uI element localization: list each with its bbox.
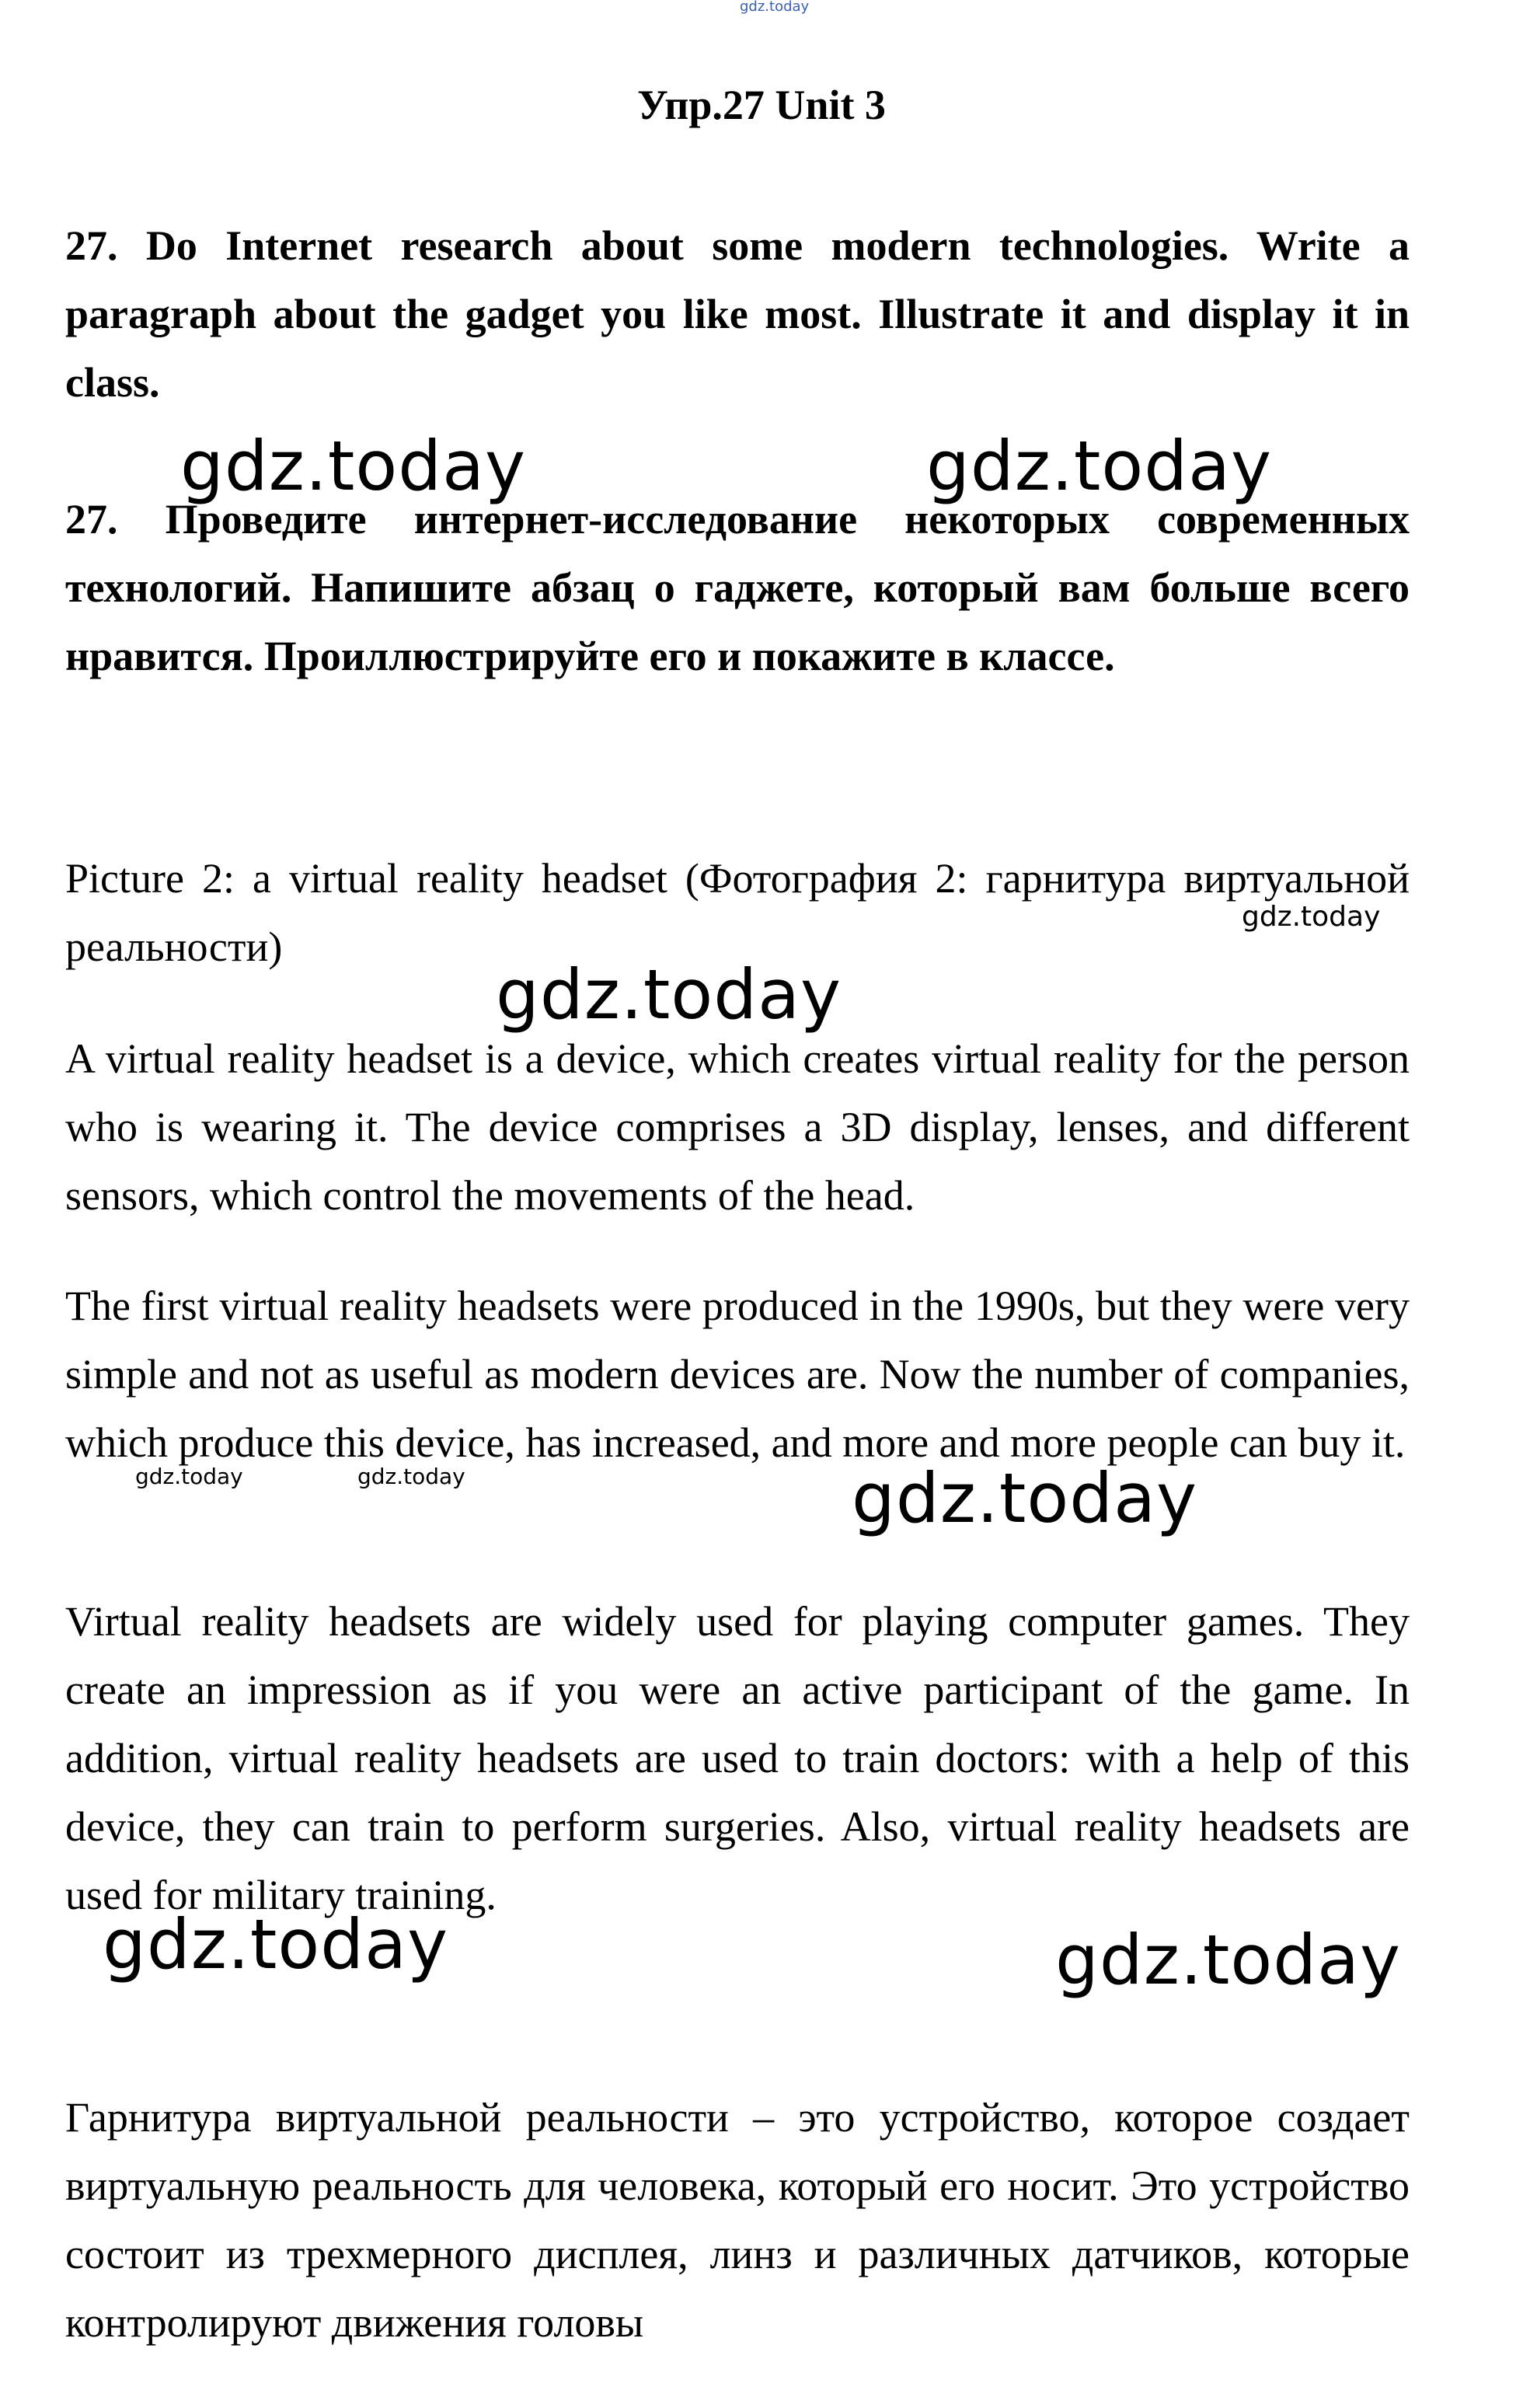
watermark-top: gdz.today xyxy=(740,0,810,15)
paragraph-3: Virtual reality headsets are widely used for playing computer games. They create an impression as if you were an active participant of the game. In addition, virtual reality headsets are used to train doctors: with a help of this device, they can train to perform surgeries. Also, virtual reality headsets are used for military training. xyxy=(65,1598,1410,1918)
watermark-2: gdz.today xyxy=(926,426,1273,506)
paragraph-russian: Гарнитура виртуальной реальности – это устройство, которое создает виртуальную реальность для человека, который его носит. Это устройство состоит из трехмерного дисплея, линз и различных датчиков, которые контролируют движения головы xyxy=(65,2094,1410,2346)
watermark-8: gdz.today xyxy=(103,1904,449,1984)
watermark-7: gdz.today xyxy=(852,1458,1198,1538)
watermark-3: gdz.today xyxy=(1242,901,1381,933)
task-english: 27. Do Internet research about some modern technologies. Write a paragraph about the gadget you like most. Illustrate it and display it in class. xyxy=(65,222,1410,406)
page-title: Упр.27 Unit 3 xyxy=(637,82,886,128)
watermark-9: gdz.today xyxy=(1055,1920,1402,2000)
watermark-1: gdz.today xyxy=(180,426,527,506)
task-russian: 27. Проведите интернет-исследование некоторых современных технологий. Напишите абзац о гаджете, который вам больше всего нравится. Проиллюстрируйте его и покажите в классе. xyxy=(65,496,1410,679)
picture-caption: Picture 2: a virtual reality headset (Фотография 2: гарнитура виртуальной реальности) xyxy=(65,855,1410,970)
paragraph-2: The first virtual reality headsets were produced in the 1990s, but they were very simple and not as useful as modern devices are. Now the number of companies, which produce this device, has increased, and more and more people can buy it. xyxy=(65,1283,1410,1466)
watermark-4: gdz.today xyxy=(496,954,842,1035)
watermark-6: gdz.today xyxy=(357,1464,465,1489)
watermark-5: gdz.today xyxy=(135,1464,243,1489)
paragraph-1: A virtual reality headset is a device, which creates virtual reality for the person who is wearing it. The device comprises a 3D display, lenses, and different sensors, which control the movements of the head. xyxy=(65,1035,1410,1219)
